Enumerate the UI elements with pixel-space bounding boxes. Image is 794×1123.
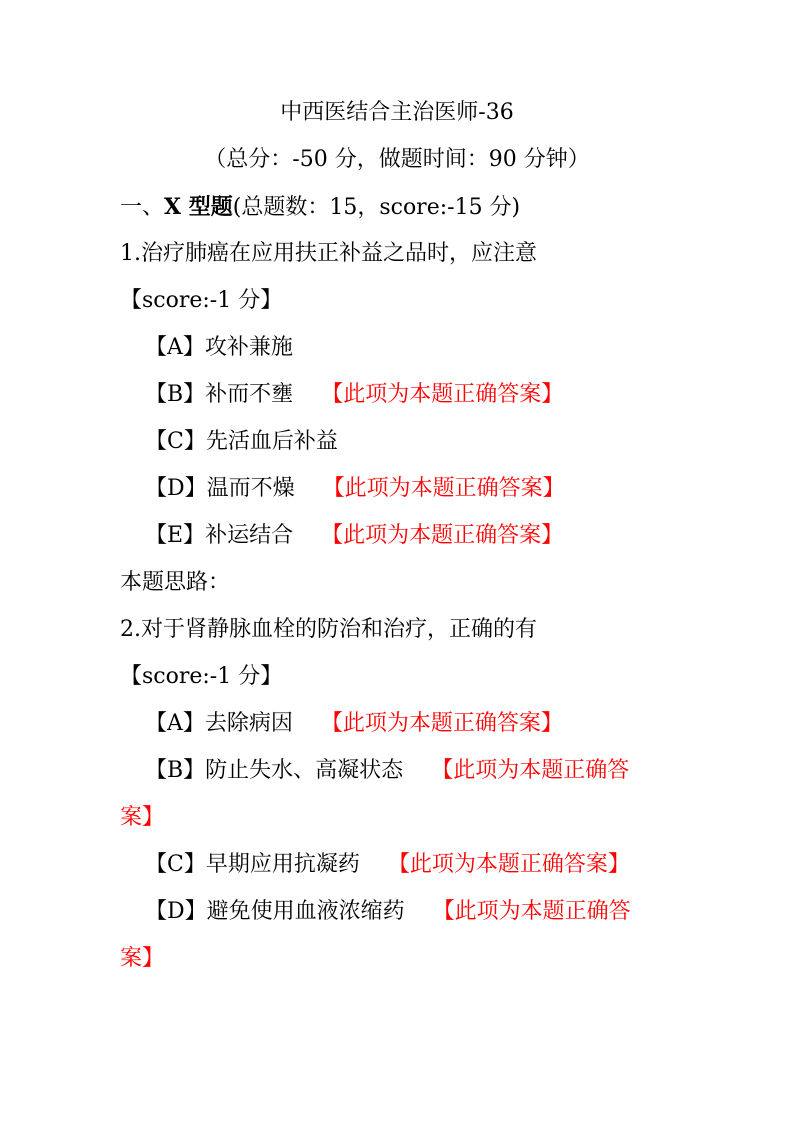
option-text: 温而不燥 [206, 476, 295, 501]
option-text: 攻补兼施 [204, 335, 293, 360]
option-text: 先活血后补益 [205, 429, 338, 454]
question-2-option-d [145, 897, 631, 927]
correct-answer-mark: 【此项为本题正确答案】 [321, 523, 564, 548]
question-1-stem: 1.治疗肺癌在应用扶正补益之品时，应注意 [120, 241, 537, 266]
question-1-score: 【score:-1 分】 [120, 288, 283, 313]
option-text: 去除病因 [204, 711, 293, 736]
correct-answer-mark-continuation: 案】 [120, 946, 165, 971]
option-label: 【E】 [145, 523, 206, 548]
correct-answer-mark: 【此项为本题正确答案】 [387, 852, 630, 877]
option-text: 避免使用血液浓缩药 [206, 899, 405, 924]
option-label: 【A】 [145, 335, 205, 360]
section-type-label: X 型题 [164, 194, 233, 220]
question-1-option-d [145, 474, 565, 504]
question-1-analysis: 本题思路： [120, 570, 231, 595]
section-info: (总题数：15，score:-15 分) [232, 195, 521, 220]
question-1-option-e [145, 521, 563, 551]
correct-answer-mark: 【此项为本题正确答案】 [320, 711, 563, 736]
question-1-option-c [145, 427, 338, 457]
page-title: 中西医结合主治医师-36 [280, 100, 514, 125]
option-label: 【D】 [145, 899, 207, 924]
question-1-option-a [145, 333, 293, 363]
section-prefix: 一、 [120, 195, 165, 220]
correct-answer-mark: 【此项为本题正确答案】 [322, 476, 565, 501]
option-label: 【C】 [145, 429, 206, 454]
option-text: 补运结合 [205, 523, 294, 548]
question-2-option-c [145, 850, 630, 880]
correct-answer-mark: 【此项为本题正确答案】 [321, 382, 564, 407]
question-2-option-b [145, 756, 629, 786]
option-text: 防止失水、高凝状态 [205, 758, 404, 783]
question-2-option-a [145, 709, 563, 739]
option-text: 补而不壅 [205, 382, 294, 407]
page-subtitle: （总分：-50 分，做题时间：90 分钟） [204, 147, 590, 172]
question-2-stem: 2.对于肾静脉血栓的防治和治疗，正确的有 [120, 617, 537, 642]
option-text: 早期应用抗凝药 [205, 852, 360, 877]
question-1-option-b [145, 380, 563, 410]
option-label: 【B】 [145, 382, 206, 407]
section-heading [120, 192, 520, 223]
option-label: 【D】 [145, 476, 207, 501]
correct-answer-mark: 【此项为本题正确答 [432, 899, 631, 924]
option-label: 【B】 [145, 758, 206, 783]
question-2-score: 【score:-1 分】 [120, 664, 283, 689]
correct-answer-mark: 【此项为本题正确答 [431, 758, 630, 783]
option-label: 【A】 [145, 711, 205, 736]
option-label: 【C】 [145, 852, 206, 877]
correct-answer-mark-continuation: 案】 [120, 805, 165, 830]
